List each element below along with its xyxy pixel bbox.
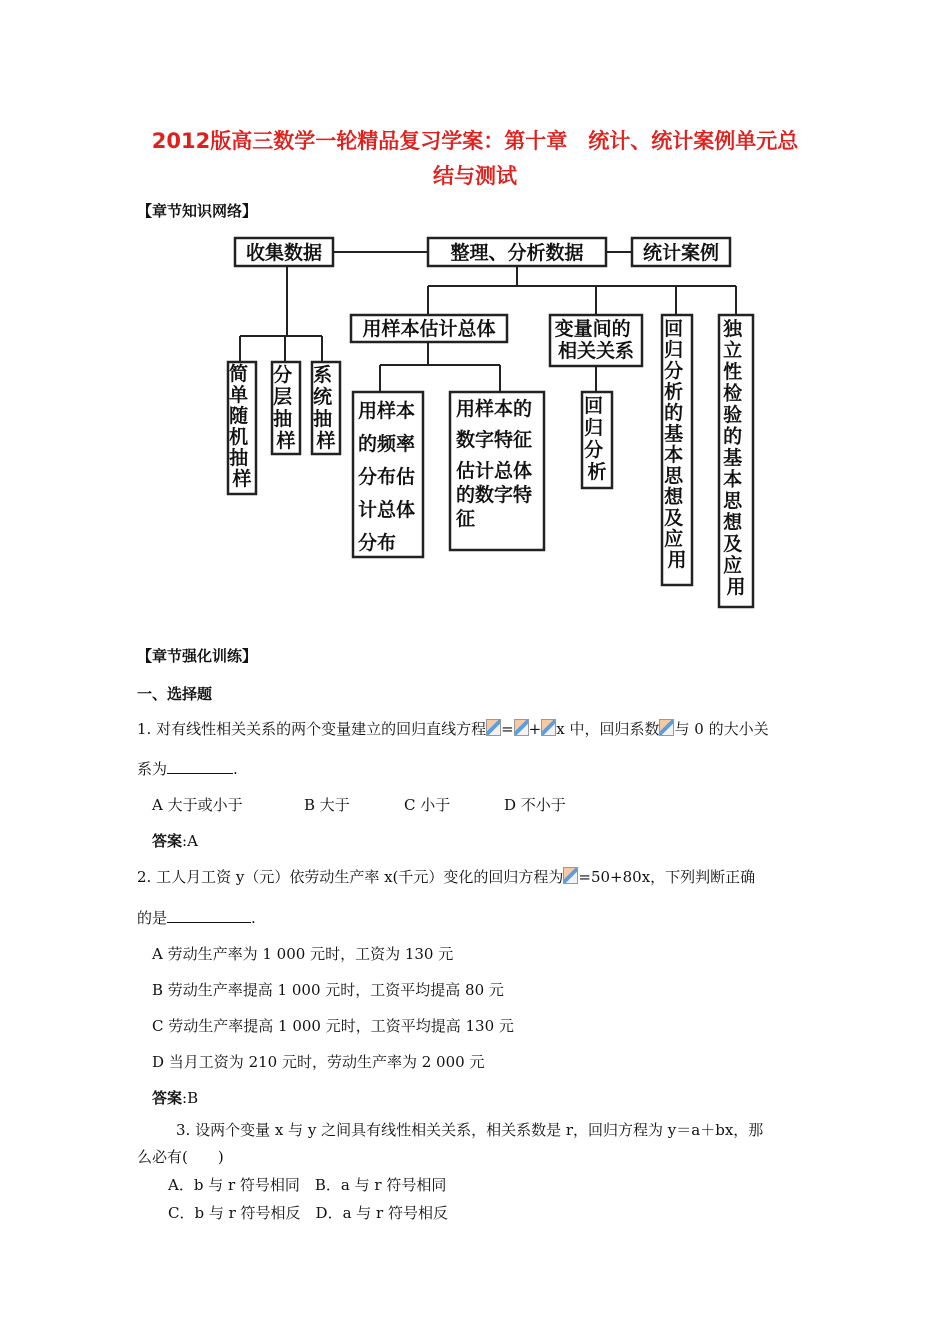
char: 样 xyxy=(276,430,296,452)
char: 性 xyxy=(723,361,743,383)
char: 用 xyxy=(726,576,746,598)
char: 基 xyxy=(723,447,743,469)
line: 相关关系 xyxy=(557,340,635,362)
char: 及 xyxy=(723,533,743,555)
char: 思 xyxy=(723,490,743,512)
char: 分 xyxy=(664,360,684,382)
line: 分布 xyxy=(358,532,397,554)
char: 抽 xyxy=(229,447,249,469)
b-hat-image-icon xyxy=(541,719,556,736)
node-systematic-sampling-label xyxy=(313,363,339,452)
q1-answer xyxy=(152,830,198,851)
char: 基 xyxy=(664,423,684,445)
q1-line1 xyxy=(137,718,769,739)
char: 想 xyxy=(723,511,743,534)
q2-option-d: D 当月工资为 210 元时，劳动生产率为 2 000 元 xyxy=(152,1053,485,1071)
q1-options xyxy=(152,794,566,815)
char: 应 xyxy=(664,528,684,550)
q2-answer xyxy=(152,1087,198,1108)
q1-line2-text: 系为 xyxy=(137,760,168,778)
section-multiple-choice: 一、选择题 xyxy=(137,685,213,703)
q1-option-a: A 大于或小于 xyxy=(152,796,243,814)
char: 及 xyxy=(664,507,684,529)
y-hat-image-icon xyxy=(486,719,501,736)
node-independence-thought-label xyxy=(722,317,749,598)
q3-options-row2: C．b 与 r 符号相反 D．a 与 r 符号相反 xyxy=(168,1204,448,1222)
node-collect-data-label: 收集数据 xyxy=(245,242,323,264)
q1-answer-value: :A xyxy=(182,832,198,850)
char: 样 xyxy=(232,468,252,490)
char: 析 xyxy=(587,461,607,483)
q1-option-c: C 小于 xyxy=(404,796,451,814)
char: 层 xyxy=(273,386,293,408)
answer-blank xyxy=(167,758,233,774)
q1-text-a: 1. 对有线性相关关系的两个变量建立的回归直线方程 xyxy=(137,720,487,738)
char: 思 xyxy=(664,465,684,487)
char: 检 xyxy=(723,382,743,405)
node-sample-estimate-population-label: 用样本估计总体 xyxy=(362,318,496,340)
node-correlation-label xyxy=(555,317,638,362)
line: 的数字特 xyxy=(456,484,533,506)
char: 本 xyxy=(723,468,743,491)
line: 分布估 xyxy=(358,466,416,488)
char: 回 xyxy=(584,395,604,417)
line: 计总体 xyxy=(358,499,416,521)
node-statistical-cases-label: 统计案例 xyxy=(642,242,720,264)
page-title-line2: 结与测试 xyxy=(433,164,517,188)
char: 想 xyxy=(664,486,684,508)
q3-options-row1: A．b 与 r 符号相同 B．a 与 r 符号相同 xyxy=(168,1176,447,1194)
char: 本 xyxy=(664,444,684,466)
q2-option-b: B 劳动生产率提高 1 000 元时，工资平均提高 80 元 xyxy=(152,981,504,999)
line: 的频率 xyxy=(358,433,416,455)
char: 立 xyxy=(723,339,743,362)
node-regression-analysis-label xyxy=(584,395,610,483)
node-regression-thought-label xyxy=(664,318,690,571)
char: 归 xyxy=(664,339,684,361)
q1-eq-sym: = xyxy=(501,720,514,738)
char: 的 xyxy=(664,402,684,424)
b-hat-coefficient-image-icon xyxy=(659,719,674,736)
line: 变量间的 xyxy=(554,318,631,340)
q2-answer-value: :B xyxy=(182,1089,199,1107)
char: 单 xyxy=(229,384,249,406)
node-simple-random-sampling-label xyxy=(229,362,255,490)
char: 简 xyxy=(229,363,249,385)
q2-text-a: 2. 工人月工资 y（元）依劳动生产率 x(千元）变化的回归方程为 xyxy=(137,868,564,886)
q1-option-d: D 不小于 xyxy=(504,796,566,814)
char: 抽 xyxy=(313,408,333,430)
q1-plus: + xyxy=(528,720,542,738)
q2-line1 xyxy=(137,866,755,887)
q1-option-b: B 大于 xyxy=(304,796,350,814)
line: 征 xyxy=(456,508,476,530)
char: 的 xyxy=(723,425,743,448)
q2-line2-text: 的是 xyxy=(137,909,168,927)
char: 分 xyxy=(273,364,293,386)
q1-line2: 系为 . xyxy=(137,760,238,778)
char: 归 xyxy=(584,417,604,439)
char: 应 xyxy=(723,554,743,577)
page-title-line1: 2012版高三数学一轮精品复习学案：第十章 统计、统计案例单元总 xyxy=(151,129,799,153)
a-hat-image-icon xyxy=(514,719,529,736)
char: 抽 xyxy=(273,408,293,430)
line: 估计总体 xyxy=(456,460,533,482)
char: 分 xyxy=(584,439,604,461)
knowledge-network-diagram xyxy=(0,0,950,640)
section-knowledge-network: 【章节知识网络】 xyxy=(137,202,258,220)
line: 用样本 xyxy=(358,400,416,422)
answer-blank xyxy=(167,907,251,923)
char: 样 xyxy=(316,430,336,452)
node-stratified-sampling-label xyxy=(273,363,299,452)
q3-line1: 3. 设两个变量 x 与 y 之间具有线性相关关系，相关系数是 r，回归方程为 y＝a＋bx，那 xyxy=(176,1121,764,1139)
char: 机 xyxy=(229,426,249,448)
char: 系 xyxy=(313,364,333,386)
char: 析 xyxy=(664,381,684,403)
q2-option-a: A 劳动生产率为 1 000 元时，工资为 130 元 xyxy=(152,945,454,963)
char: 独 xyxy=(723,318,743,340)
line: 用样本的 xyxy=(456,398,533,420)
q2-text-b: =50+80x，下列判断正确 xyxy=(578,868,756,886)
node-organize-data-label: 整理、分析数据 xyxy=(450,242,584,264)
q1-text-b: x 中，回归系数 xyxy=(556,720,660,738)
y-hat-image-icon xyxy=(563,867,578,884)
q2-line2: 的是 . xyxy=(137,909,256,927)
char: 随 xyxy=(229,405,249,427)
char: 回 xyxy=(664,318,684,340)
q1-text-c: 与 0 的大小关 xyxy=(674,720,769,738)
char: 用 xyxy=(667,549,687,571)
q3-line2: 么必有( ) xyxy=(137,1148,224,1166)
section-chapter-training: 【章节强化训练】 xyxy=(137,647,258,665)
line: 数字特征 xyxy=(456,429,533,451)
q1-answer-label: 答案 xyxy=(152,832,183,850)
q2-option-c: C 劳动生产率提高 1 000 元时，工资平均提高 130 元 xyxy=(152,1017,514,1035)
q2-answer-label: 答案 xyxy=(152,1089,183,1107)
char: 统 xyxy=(313,386,333,408)
char: 验 xyxy=(723,404,743,426)
